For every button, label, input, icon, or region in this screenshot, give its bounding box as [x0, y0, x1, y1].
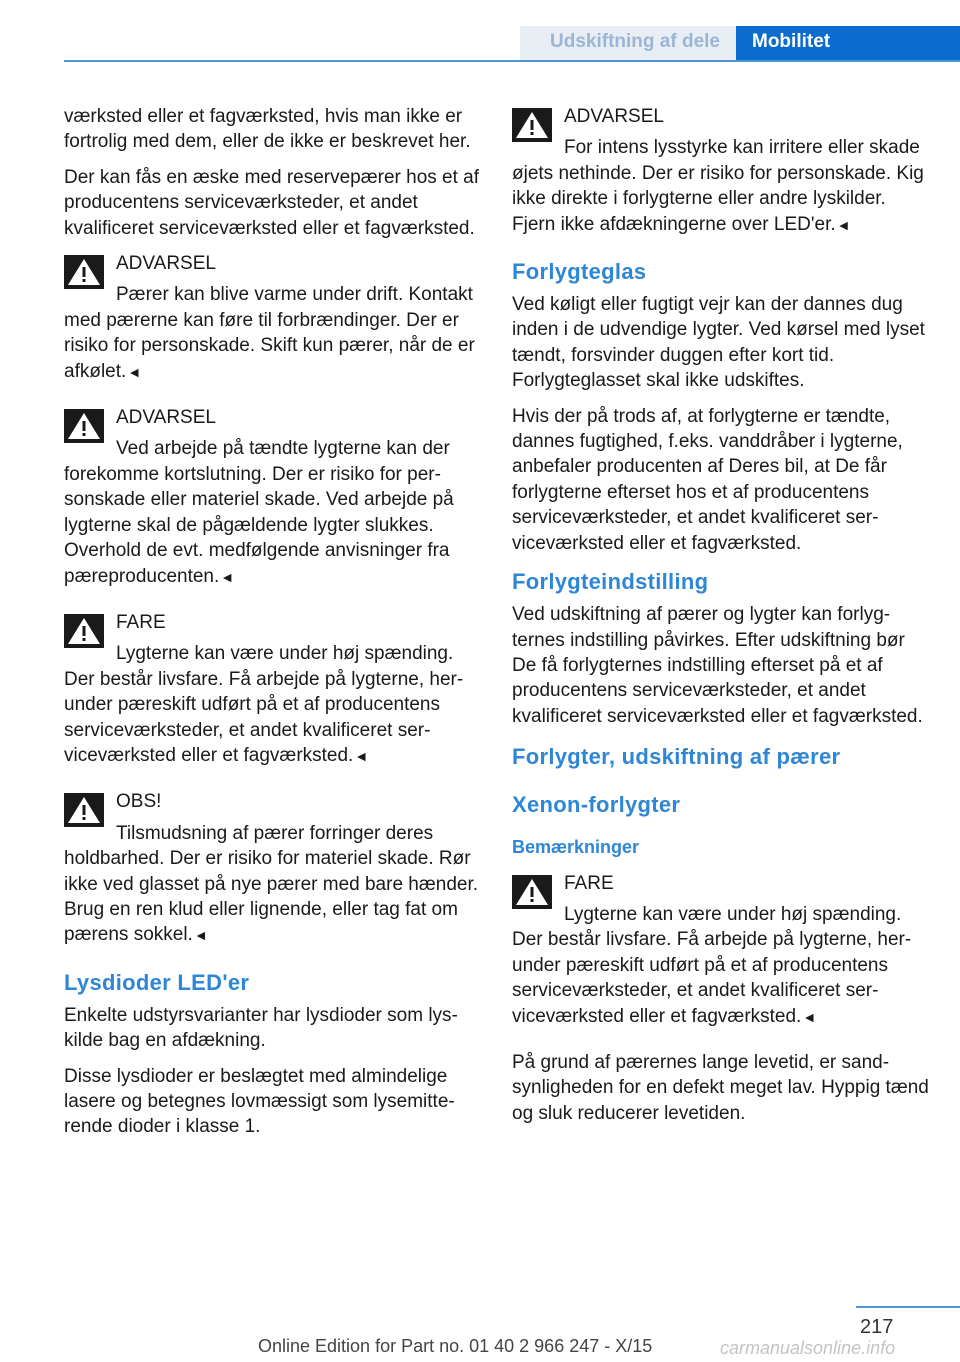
- page-number: 217: [860, 1316, 894, 1338]
- section-heading: Forlygteindstilling: [512, 569, 709, 595]
- warning-text: For intens lysstyrke kan irritere eller skade øjets nethinde. Der er risiko for personskade. Kig ikke direkte i forlygterne eller andre lyskilder. Fjern ikke afdækningerne over LED'er. ◄: [512, 137, 924, 234]
- footer-edition: Online Edition for Part no. 01 40 2 966 247 - X/15: [258, 1336, 653, 1356]
- left-column: [64, 104, 484, 1150]
- paragraph: værksted eller et fagværksted, hvis man ikke er fortrolig med dem, eller de ikke er beskrevet her.: [64, 106, 471, 153]
- footer-rule: [856, 1306, 960, 1308]
- warning-text: Ved arbejde på tændte lygterne kan der forekomme kortslutning. Der er risiko for personskade eller materiel skade. Ved arbejde på lygterne skal de pågældende lygter slukkes. Overhold de evt. medfølgende anvisninger fra pæreproducenten. ◄: [64, 438, 454, 586]
- header-section-tab: [520, 26, 736, 60]
- danger-text: Lygterne kan være under høj spænding. Der består livsfare. Få arbejde på lygterne, herunder pæreskift udført på et af producentens serviceværksteder, et andet kvalificeret serviceværksted eller et fagværksted. ◄: [64, 643, 463, 766]
- header-section-label: Udskiftning af dele: [550, 31, 720, 52]
- danger-keyword: FARE: [564, 872, 614, 894]
- warning-triangle-icon: [64, 255, 104, 289]
- minor-heading: Bemærkninger: [512, 837, 640, 858]
- paragraph: På grund af pærernes lange levetid, er sandsynligheden for en defekt meget lav. Hyppig tænd og sluk reducerer levetiden.: [512, 1051, 929, 1124]
- warning-block: [512, 104, 932, 238]
- warning-block: [64, 405, 484, 590]
- right-column: [512, 104, 932, 1136]
- danger-keyword: FARE: [116, 611, 166, 633]
- watermark: carmanualsonline.info: [720, 1338, 896, 1358]
- subsection-heading: Xenon-forlygter: [512, 792, 681, 818]
- warning-triangle-icon: [64, 614, 104, 648]
- section-heading: Forlygteglas: [512, 259, 647, 285]
- warning-keyword: ADVARSEL: [564, 106, 664, 127]
- warning-triangle-icon: [512, 108, 552, 142]
- danger-text: Lygterne kan være under høj spænding. Der består livsfare. Få arbejde på lygterne, herunder pæreskift udført på et af producentens serviceværksteder, et andet kvalificeret serviceværksted eller et fagværksted. ◄: [512, 904, 911, 1027]
- header-chapter-label: Mobilitet: [752, 31, 831, 52]
- paragraph: Ved køligt eller fugtigt vejr kan der dannes dug inden i de udvendige lygter. Ved kørsel med lyset tændt, forsvinder duggen efter kort tid. Forlygteglasset skal ikke udskiftes.: [512, 294, 925, 392]
- warning-triangle-icon: [512, 875, 552, 909]
- paragraph: Enkelte udstyrsvarianter har lysdioder som lyskilde bag en afdækning.: [64, 1004, 458, 1052]
- header-chapter-tab: [736, 26, 960, 60]
- warning-triangle-icon: [64, 793, 104, 827]
- section-heading: Lysdioder LED'er: [64, 969, 250, 995]
- caution-block: [64, 789, 484, 948]
- danger-block: [64, 610, 484, 769]
- warning-text: Pærer kan blive varme under drift. Kontakt med pærerne kan føre til forbrændinger. Der er risiko for personskade. Skift kun pærer, når de er afkølet. ◄: [64, 284, 475, 381]
- warning-keyword: ADVARSEL: [116, 253, 216, 275]
- danger-block: [512, 871, 932, 1030]
- warning-block: [64, 251, 484, 385]
- caution-text: Tilsmudsning af pærer forringer deres holdbarhed. Der er risiko for materiel skade. Rør ikke ved glasset på nye pærer med bare hænder. Brug en ren klud eller lignende, eller tag fat om pærens sokkel. ◄: [64, 823, 478, 946]
- warning-keyword: ADVARSEL: [116, 407, 216, 429]
- paragraph: Der kan fås en æske med reservepærer hos et af producentens serviceværksteder, et andet kvalificeret serviceværksted eller et fagværksted.: [64, 166, 480, 239]
- paragraph: Hvis der på trods af, at forlygterne er tændte, dannes fugtighed, f.eks. vanddråber i lygterne, anbefaler producenten af Deres bil, at De får forlygterne efterset hos et af producentens serviceværksteder, et andet kvalificeret serviceværksted eller et fagværksted.: [512, 405, 903, 554]
- paragraph: Disse lysdioder er beslægtet med almindelige lasere og betegnes lovmæssigt som lysemitterende dioder i klasse 1.: [64, 1065, 455, 1138]
- warning-triangle-icon: [64, 409, 104, 443]
- section-heading: Forlygter, udskiftning af pærer: [512, 744, 841, 770]
- paragraph: Ved udskiftning af pærer og lygter kan forlygternes indstilling påvirkes. Efter udskiftning bør De få forlygternes indstilling efterset på et af producentens serviceværksteder, et andet kvalificeret serviceværksted eller et fagværksted.: [512, 604, 923, 727]
- caution-keyword: OBS!: [116, 791, 162, 813]
- header-rule: [64, 60, 960, 62]
